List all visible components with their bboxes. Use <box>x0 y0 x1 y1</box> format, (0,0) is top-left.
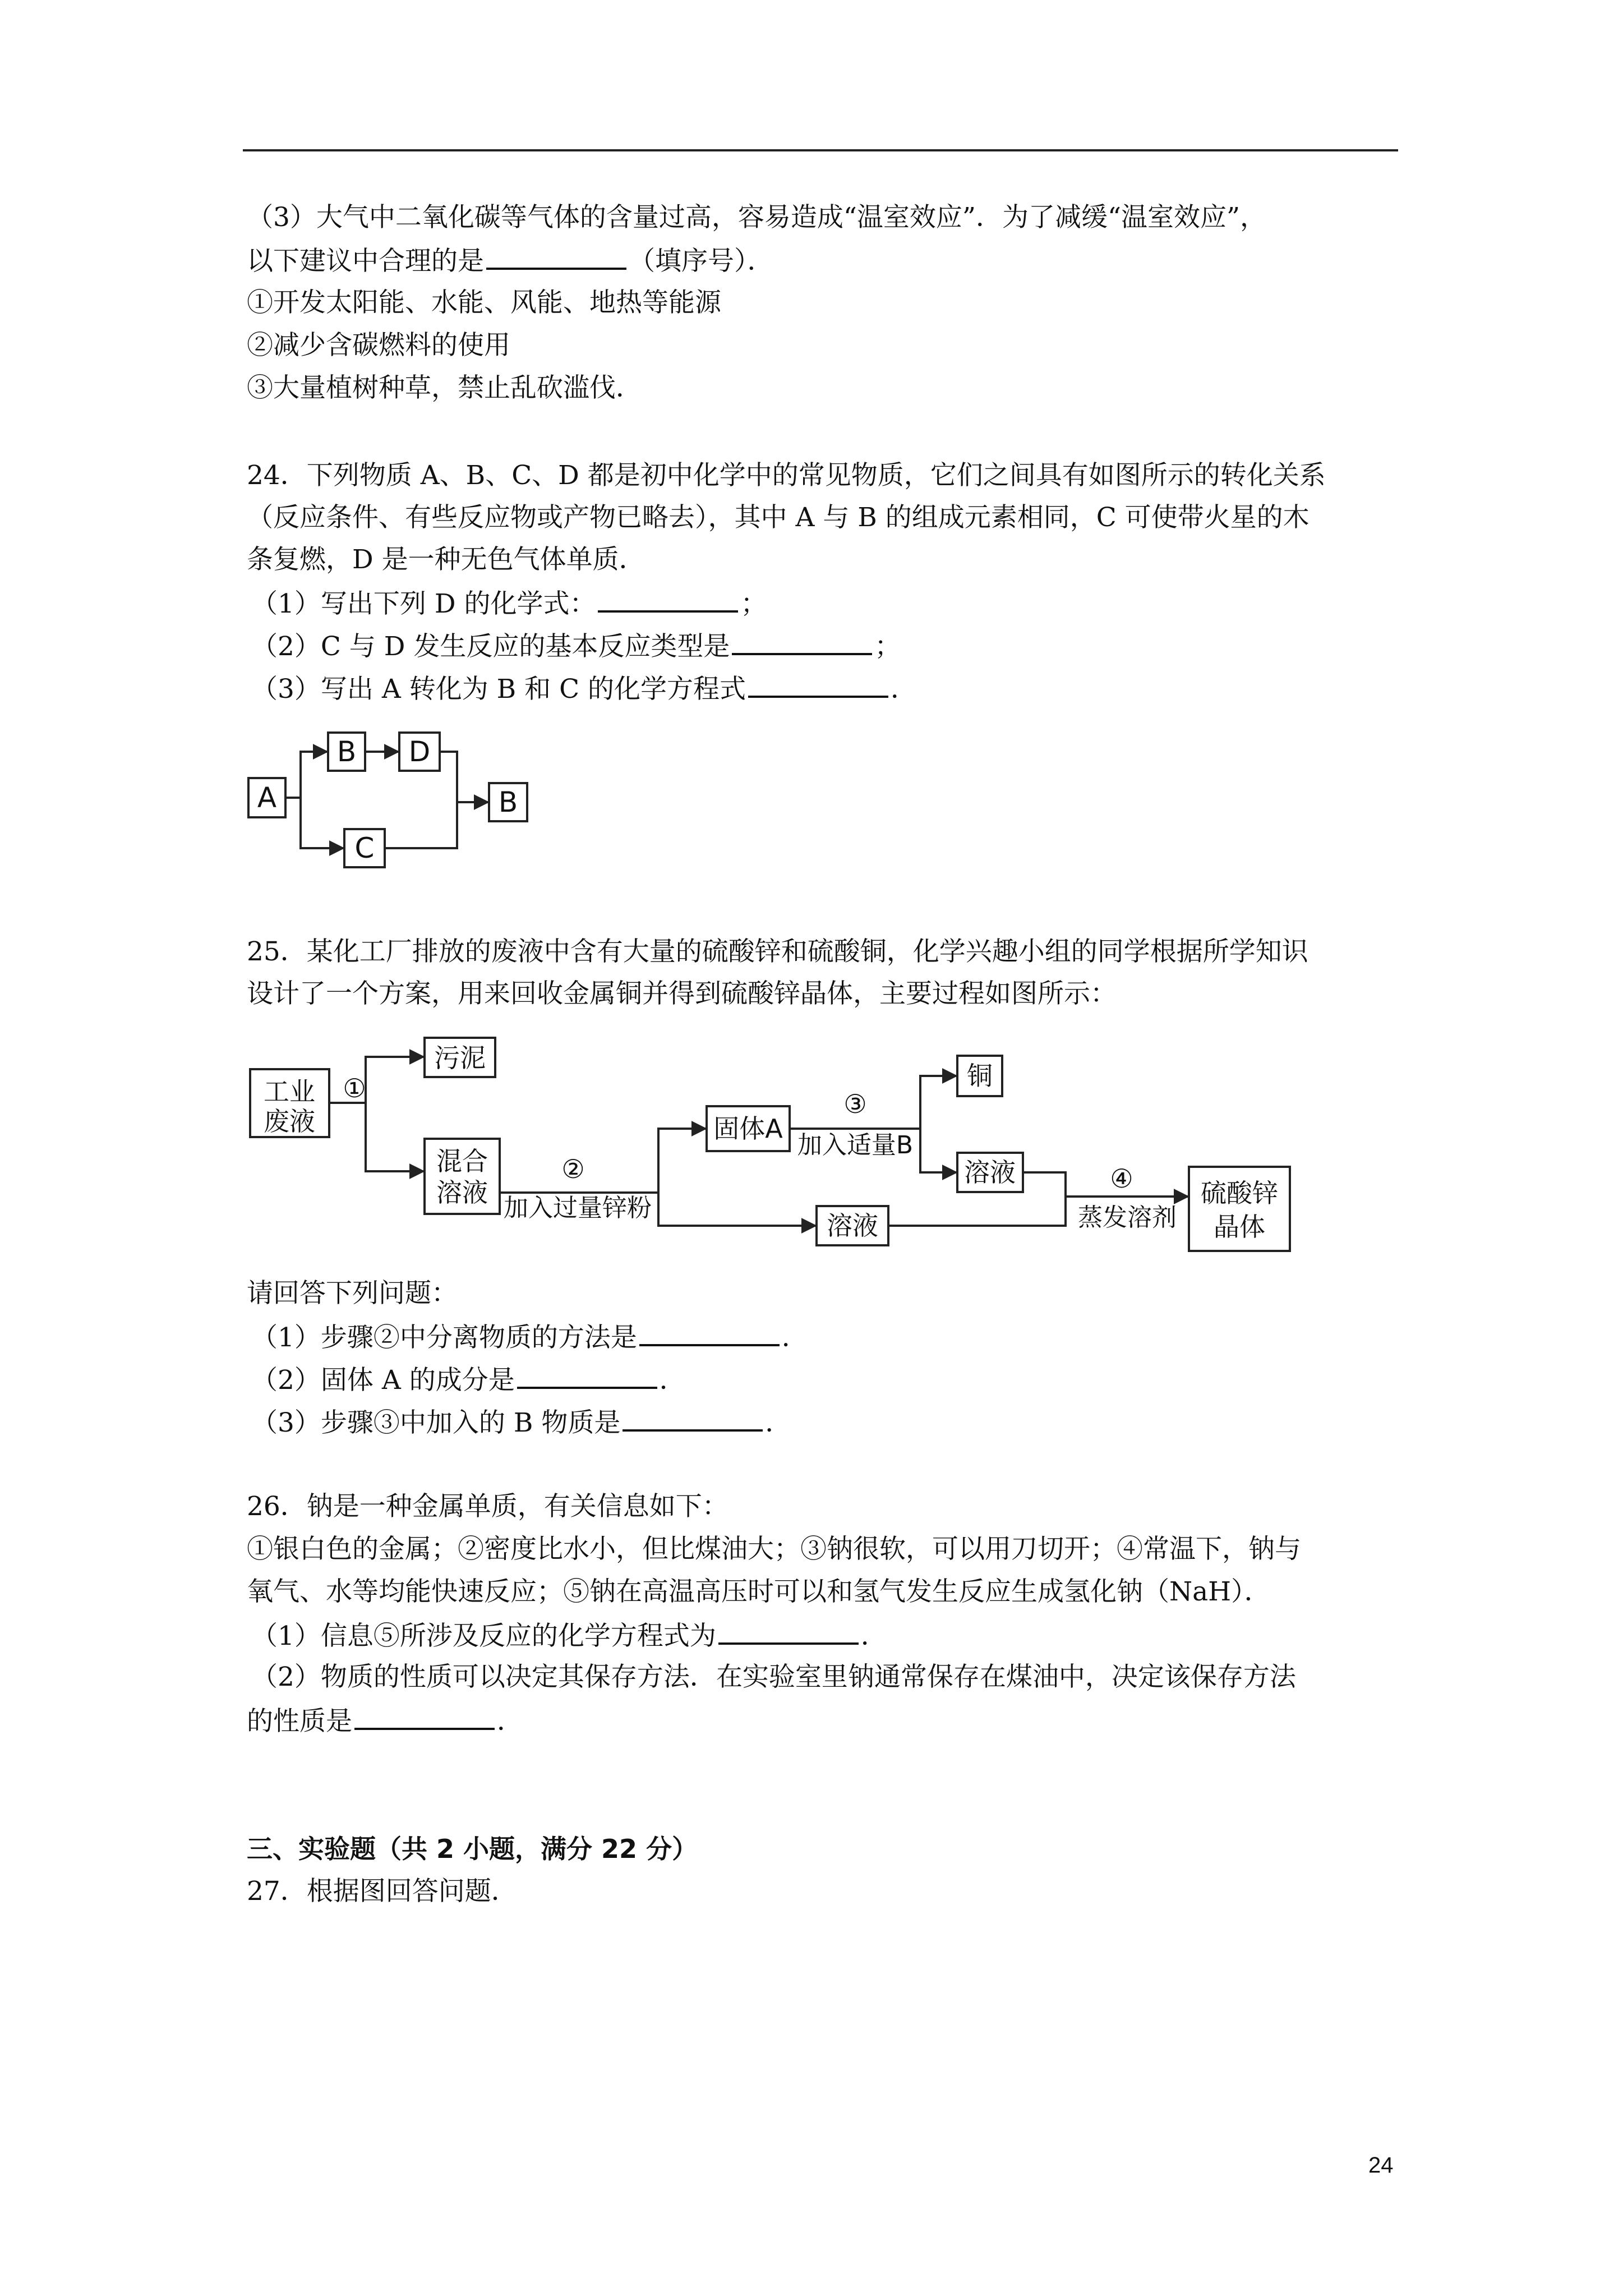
q26-line1: 26．钠是一种金属单质，有关信息如下： <box>247 1491 728 1522</box>
q27-line: 27．根据图回答问题． <box>247 1876 518 1907</box>
q24-sub2: （2）C 与 D 发生反应的基本反应类型是 ； <box>251 628 901 664</box>
section-3-title: 三、实验题（共 2 小题，满分 22 分） <box>247 1834 698 1864</box>
flow-edge-to-solution-upper <box>920 1129 956 1172</box>
q23-line2: 以下建议中合理的是 （填序号）． <box>247 243 774 278</box>
edge-a-to-c <box>301 798 343 848</box>
flow-label-sludge: 污泥 <box>434 1043 486 1073</box>
q25-sub3: （3）步骤③中加入的 B 物质是 ． <box>251 1405 791 1440</box>
flow-label-waste-1: 工业 <box>264 1076 315 1107</box>
q25-line2: 设计了一个方案，用来回收金属铜并得到硫酸锌晶体，主要过程如图所示： <box>247 978 1117 1009</box>
q23-line1: （3）大气中二氧化碳等气体的含量过高，容易造成“温室效应”．为了减缓“温室效应”， <box>247 202 1267 233</box>
edge-a-to-b <box>286 752 327 798</box>
node-d-label: D <box>408 735 431 768</box>
q25-prompt: 请回答下列问题： <box>247 1278 458 1309</box>
flow-edge-to-mixed <box>366 1103 423 1171</box>
q24-line2: （反应条件、有些反应物或产物已略去），其中 A 与 B 的组成元素相同，C 可使带火星的木 <box>247 502 1310 533</box>
flow-edge-to-sludge <box>366 1057 423 1103</box>
flow-edge-to-copper <box>920 1076 956 1129</box>
flow-step2-marker: ② <box>561 1154 585 1184</box>
node-a <box>248 778 285 817</box>
q25-line1: 25．某化工厂排放的废液中含有大量的硫酸锌和硫酸铜，化学兴趣小组的同学根据所学知识 <box>247 936 1308 967</box>
q24-sub1: （1）写出下列 D 的化学式： ； <box>251 586 767 621</box>
edge-d-to-b <box>440 752 457 802</box>
answer-blank[interactable] <box>517 1362 657 1389</box>
flow-label-solid-a: 固体A <box>713 1114 783 1144</box>
answer-blank[interactable] <box>354 1703 495 1730</box>
flow-edge-to-solid-a <box>658 1129 706 1193</box>
answer-blank[interactable] <box>639 1319 780 1346</box>
flow-label-crystal-1: 硫酸锌 <box>1201 1178 1278 1208</box>
flow-label-solution-upper: 溶液 <box>964 1157 1016 1188</box>
node-b-right <box>489 783 527 821</box>
flow-edge-lower-to-step4 <box>888 1197 1066 1226</box>
edge-c-to-b <box>385 802 488 848</box>
flow-step3-label: 加入适量B <box>797 1131 914 1159</box>
node-b-right-label: B <box>498 786 518 818</box>
q26-line3: 氧气、水等均能快速反应；⑤钠在高温高压时可以和氢气发生反应生成氢化钠（NaH）． <box>247 1576 1271 1607</box>
page-number: 24 <box>1368 2153 1394 2178</box>
flow-step3-marker: ③ <box>843 1089 867 1119</box>
q26-line2: ①银白色的金属；②密度比水小，但比煤油大；③钠很软，可以用刀切开；④常温下，钠与 <box>247 1534 1301 1565</box>
q24-line3: 条复燃，D 是一种无色气体单质． <box>247 544 645 575</box>
q26-sub1: （1）信息⑤所涉及反应的化学方程式为 ． <box>251 1618 887 1653</box>
flow-edge-to-solution-lower <box>658 1193 815 1226</box>
flow-step2-label: 加入过量锌粉 <box>504 1194 652 1222</box>
q26-sub2: （2）物质的性质可以决定其保存方法．在实验室里钠通常保存在煤油中，决定该保存方法 <box>251 1662 1296 1692</box>
flow-label-solution-lower: 溶液 <box>827 1211 878 1241</box>
flow-label-mixed-2: 溶液 <box>436 1177 488 1208</box>
q23-option-1: ①开发太阳能、水能、风能、地热等能源 <box>247 287 721 318</box>
q25-process-flowchart <box>250 1038 1290 1251</box>
q23-option-3: ③大量植树种草，禁止乱砍滥伐． <box>247 372 642 403</box>
q23-option-2: ②减少含碳燃料的使用 <box>247 330 510 361</box>
flow-step4-label: 蒸发溶剂 <box>1078 1203 1177 1232</box>
flow-label-mixed-1: 混合 <box>436 1146 488 1176</box>
node-d <box>399 733 440 771</box>
flow-step1-marker: ① <box>343 1073 366 1103</box>
flow-edge-upper-to-step4 <box>1023 1172 1066 1197</box>
flow-label-copper: 铜 <box>967 1061 993 1091</box>
answer-blank[interactable] <box>623 1405 763 1432</box>
node-b-top <box>328 733 365 771</box>
q26-sub2-cont: 的性质是 ． <box>247 1703 523 1738</box>
q25-sub1: （1）步骤②中分离物质的方法是 ． <box>251 1319 808 1355</box>
answer-blank[interactable] <box>718 1618 859 1645</box>
node-c <box>344 829 385 867</box>
node-b-top-label: B <box>336 735 357 768</box>
flow-step4-marker: ④ <box>1110 1163 1133 1194</box>
node-a-label: A <box>257 781 277 814</box>
q24-sub3: （3）写出 A 转化为 B 和 C 的化学方程式 ． <box>251 671 917 706</box>
flow-label-crystal-2: 晶体 <box>1214 1212 1265 1242</box>
q24-line1: 24．下列物质 A、B、C、D 都是初中化学中的常见物质，它们之间具有如图所示的转化关系 <box>247 460 1326 491</box>
flow-label-waste-2: 废液 <box>264 1106 315 1137</box>
node-c-label: C <box>354 832 375 864</box>
q25-sub2: （2）固体 A 的成分是 ． <box>251 1362 686 1397</box>
